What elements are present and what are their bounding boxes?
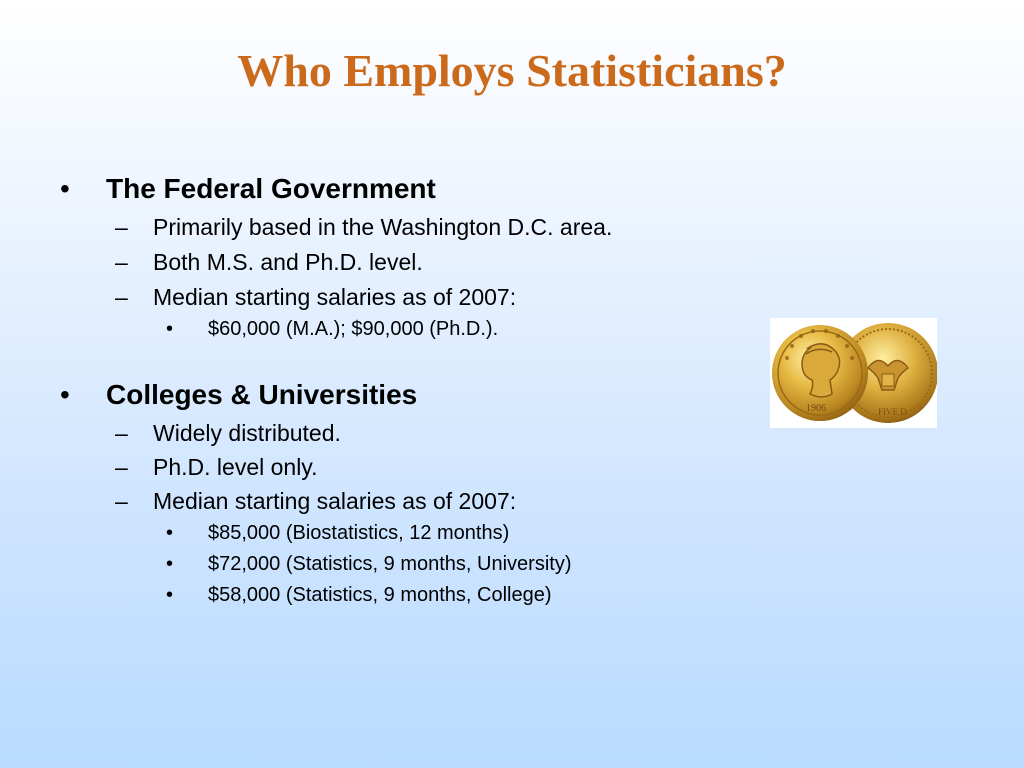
sub-list-item (166, 318, 498, 341)
list-item (115, 488, 516, 515)
bullet-icon: • (166, 553, 174, 575)
bullet-icon: • (166, 522, 174, 544)
sub-list-item (166, 553, 571, 576)
item-text: Primarily based in the Washington D.C. area. (153, 214, 613, 240)
item-text: Widely distributed. (153, 420, 341, 446)
subitem-text: $85,000 (Biostatistics, 12 months) (208, 522, 510, 544)
dash-icon: – (115, 284, 128, 310)
section-heading-federal (60, 173, 436, 205)
list-item (115, 214, 612, 241)
subitem-text: $58,000 (Statistics, 9 months, College) (208, 584, 552, 606)
gold-coins-icon (770, 318, 937, 428)
coin-obverse (772, 325, 868, 421)
item-text: Median starting salaries as of 2007: (153, 488, 517, 514)
heading-text: Colleges & Universities (106, 379, 418, 410)
bullet-icon: • (166, 584, 174, 606)
dash-icon: – (115, 249, 128, 275)
coin-year-text: 1906 (806, 403, 826, 414)
dash-icon: – (115, 420, 128, 446)
bullet-icon: • (166, 318, 174, 340)
bullet-icon: • (60, 379, 70, 410)
sub-list-item (166, 584, 552, 607)
item-text: Median starting salaries as of 2007: (153, 284, 517, 310)
item-text: Ph.D. level only. (153, 454, 318, 480)
bullet-icon: • (60, 173, 70, 204)
subitem-text: $72,000 (Statistics, 9 months, University) (208, 553, 572, 575)
section-heading-colleges (60, 379, 417, 411)
dash-icon: – (115, 214, 128, 240)
slide-title: Who Employs Statisticians? (237, 45, 787, 96)
coin-reverse-text: FIVE D (878, 407, 907, 417)
list-item (115, 284, 516, 311)
list-item (115, 249, 423, 276)
dash-icon: – (115, 454, 128, 480)
list-item (115, 454, 317, 481)
heading-text: The Federal Government (106, 173, 436, 204)
list-item (115, 420, 341, 447)
item-text: Both M.S. and Ph.D. level. (153, 249, 423, 275)
sub-list-item (166, 522, 509, 545)
dash-icon: – (115, 488, 128, 514)
subitem-text: $60,000 (M.A.); $90,000 (Ph.D.). (208, 318, 499, 340)
gold-coins-image (770, 318, 937, 428)
